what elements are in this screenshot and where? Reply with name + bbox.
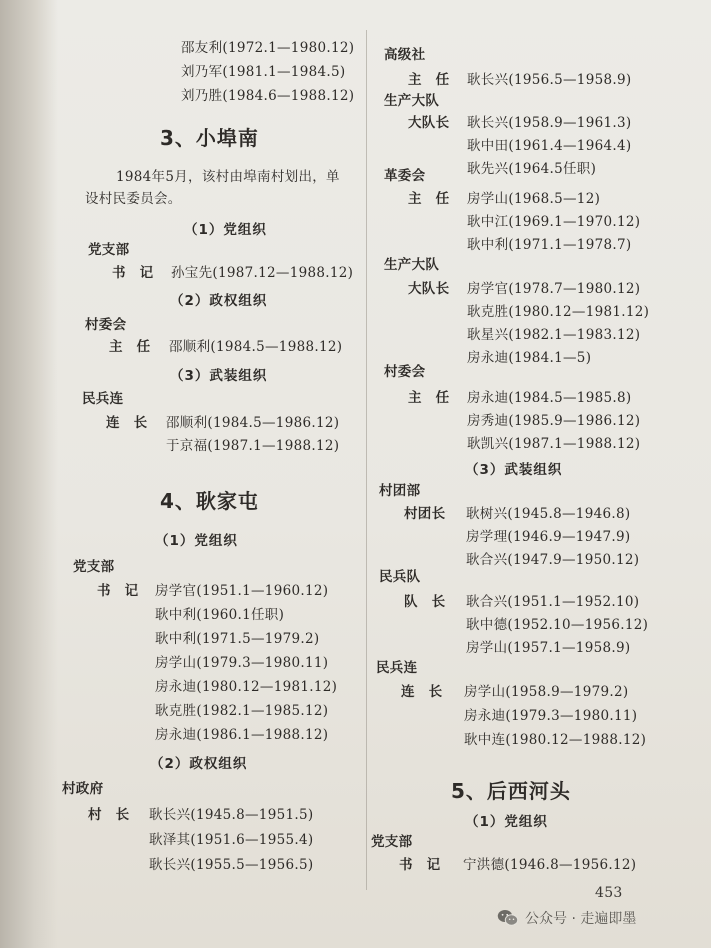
subsection-heading: （2）政权组织 [170,293,268,309]
entry-line: 房永迪(1984.1—5) [467,350,592,366]
subsection-heading: （3）武装组织 [170,368,268,384]
entry-line: 房秀迪(1985.9—1986.12) [467,413,641,429]
role-label: 大队长 [408,115,450,131]
watermark-text: 公众号 · 走遍即墨 [525,911,637,927]
subsection-heading: （1）党组织 [465,814,548,830]
org-label: 党支部 [73,559,115,575]
entry-line: 房学理(1946.9—1947.9) [466,529,631,545]
entry-line: 房学山(1958.9—1979.2) [464,684,629,700]
org-label: 生产大队 [384,257,440,273]
org-label: 党支部 [371,834,413,850]
entry-line: 耿长兴(1955.5—1956.5) [149,857,314,873]
org-label: 民兵连 [82,391,124,407]
org-label: 民兵连 [376,660,418,676]
role-label: 队 长 [404,594,446,610]
section-note: 1984年5月，该村由埠南村划出，单 [116,169,340,185]
role-label: 书 记 [399,857,441,873]
entry-line: 刘乃军(1981.1—1984.5) [181,64,346,80]
section-title: 5、后西河头 [451,779,571,803]
entry-line: 耿星兴(1982.1—1983.12) [467,327,641,343]
org-label: 高级社 [384,47,426,63]
org-label: 村团部 [379,483,421,499]
entry-line: 耿泽其(1951.6—1955.4) [149,832,314,848]
entry-line: 房永迪(1986.1—1988.12) [155,727,329,743]
section-title: 4、耿家屯 [160,489,259,513]
entry-line: 耿先兴(1964.5任职) [467,161,597,177]
page-binding-shadow [0,0,58,948]
role-label: 连 长 [401,684,443,700]
entry-line: 耿中利(1971.1—1978.7) [467,237,632,253]
entry-line: 宁洪德(1946.8—1956.12) [463,857,637,873]
entry-line: 耿克胜(1982.1—1985.12) [155,703,329,719]
entry-line: 耿树兴(1945.8—1946.8) [466,506,631,522]
entry-line: 耿长兴(1958.9—1961.3) [467,115,632,131]
org-label: 革委会 [384,168,426,184]
role-label: 书 记 [112,265,154,281]
entry-line: 耿凯兴(1987.1—1988.12) [467,436,641,452]
entry-line: 耿中利(1960.1任职) [155,607,285,623]
org-label: 村政府 [62,781,104,797]
subsection-heading: （1）党组织 [155,533,238,549]
entry-line: 孙宝先(1987.12—1988.12) [171,265,354,281]
entry-line: 房永迪(1984.5—1985.8) [467,390,632,406]
role-label: 主 任 [408,72,450,88]
entry-line: 邵顺利(1984.5—1988.12) [169,339,343,355]
section-note: 设村民委员会。 [85,191,182,207]
entry-line: 房永迪(1979.3—1980.11) [464,708,638,724]
entry-line: 耿中江(1969.1—1970.12) [467,214,641,230]
entry-line: 房学官(1978.7—1980.12) [467,281,641,297]
entry-line: 房永迪(1980.12—1981.12) [155,679,338,695]
entry-line: 耿长兴(1945.8—1951.5) [149,807,314,823]
role-label: 大队长 [408,281,450,297]
entry-line: 耿中田(1961.4—1964.4) [467,138,632,154]
role-label: 村 长 [88,807,130,823]
watermark [497,904,707,932]
subsection-heading: （2）政权组织 [150,756,248,772]
org-label: 民兵队 [379,569,421,585]
org-label: 村委会 [384,364,426,380]
org-label: 村委会 [85,317,127,333]
entry-line: 耿克胜(1980.12—1981.12) [467,304,650,320]
entry-line: 房学山(1957.1—1958.9) [466,640,631,656]
role-label: 主 任 [408,191,450,207]
subsection-heading: （1）党组织 [184,222,267,238]
page-number: 453 [595,885,623,901]
entry-line: 耿合兴(1947.9—1950.12) [466,552,640,568]
role-label: 主 任 [109,339,151,355]
entry-line: 房学官(1951.1—1960.12) [155,583,329,599]
role-label: 主 任 [408,390,450,406]
role-label: 村团长 [404,506,446,522]
entry-line: 耿合兴(1951.1—1952.10) [466,594,640,610]
section-title: 3、小埠南 [160,126,259,150]
role-label: 书 记 [97,583,139,599]
entry-line: 房学山(1979.3—1980.11) [155,655,329,671]
role-label: 连 长 [106,415,148,431]
entry-line: 于京福(1987.1—1988.12) [166,438,340,454]
entry-line: 房学山(1968.5—12) [467,191,601,207]
org-label: 生产大队 [384,93,440,109]
entry-line: 邵友利(1972.1—1980.12) [181,40,355,56]
wechat-icon [497,909,519,927]
entry-line: 耿中连(1980.12—1988.12) [464,732,647,748]
entry-line: 耿长兴(1956.5—1958.9) [467,72,632,88]
entry-line: 刘乃胜(1984.6—1988.12) [181,88,355,104]
entry-line: 耿中德(1952.10—1956.12) [466,617,649,633]
org-label: 党支部 [88,242,130,258]
entry-line: 耿中利(1971.5—1979.2) [155,631,320,647]
column-divider [366,30,367,890]
entry-line: 邵顺利(1984.5—1986.12) [166,415,340,431]
subsection-heading: （3）武装组织 [465,462,563,478]
